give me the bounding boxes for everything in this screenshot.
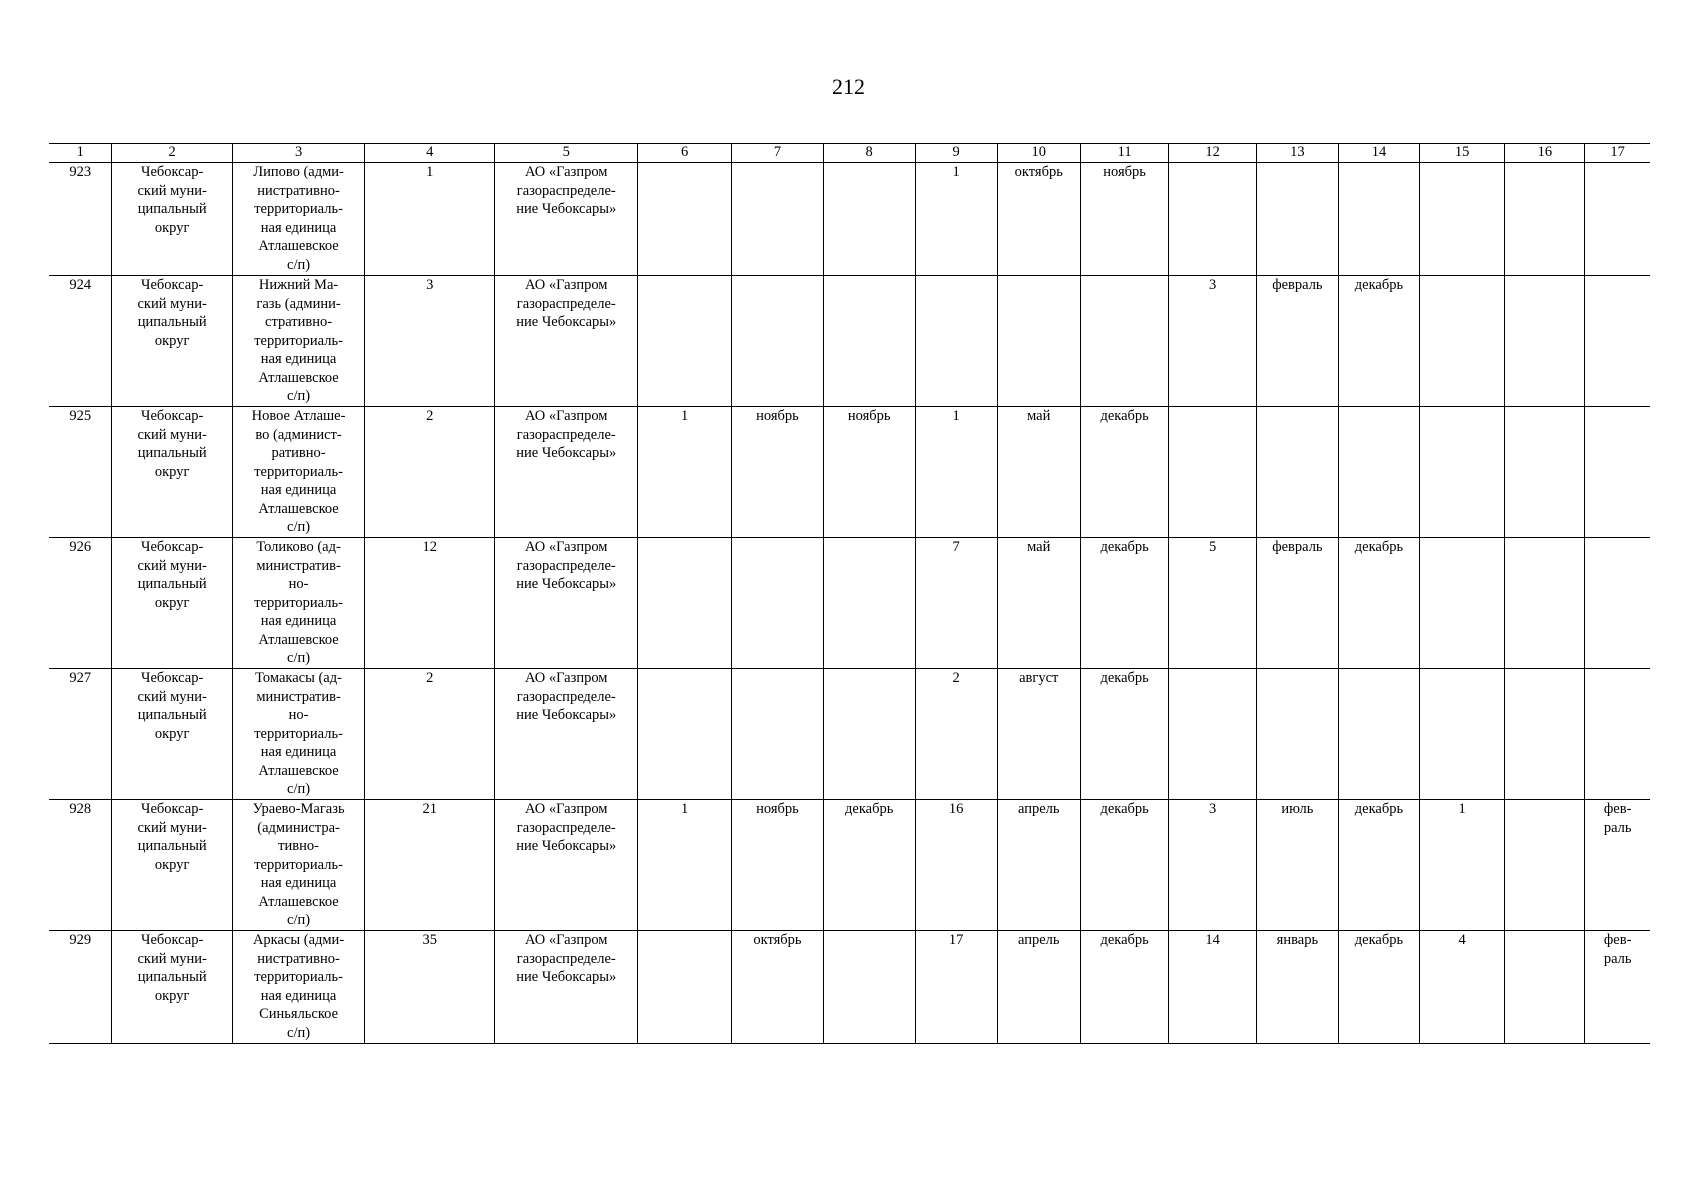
column-number: 14: [1338, 144, 1419, 163]
col10-month: октябрь: [997, 163, 1080, 276]
row-number: 923: [49, 163, 112, 276]
column-number: 11: [1080, 144, 1169, 163]
municipality: Чебоксар- ский муни- ципальный округ: [112, 538, 233, 669]
column-number: 16: [1505, 144, 1585, 163]
column-number: 9: [915, 144, 997, 163]
col14-month: декабрь: [1338, 800, 1419, 931]
table-row: [49, 163, 1650, 276]
col16-value: [1505, 800, 1585, 931]
col12-value: [1169, 407, 1256, 538]
col11-month: декабрь: [1080, 407, 1169, 538]
column-number: 2: [112, 144, 233, 163]
col13-month: [1256, 407, 1338, 538]
organization: АО «Газпром газораспределе- ние Чебоксары»: [495, 800, 638, 931]
column-number: 7: [732, 144, 824, 163]
col6-value: 1: [638, 800, 732, 931]
col17-month: [1585, 538, 1650, 669]
column-number: 12: [1169, 144, 1256, 163]
column-number: 17: [1585, 144, 1650, 163]
col9-value: 1: [915, 163, 997, 276]
col11-month: декабрь: [1080, 800, 1169, 931]
col6-value: [638, 538, 732, 669]
col13-month: [1256, 669, 1338, 800]
col10-month: май: [997, 538, 1080, 669]
col7-month: [732, 163, 824, 276]
col15-value: [1420, 407, 1505, 538]
col16-value: [1505, 163, 1585, 276]
column-number: 8: [823, 144, 915, 163]
col13-month: июль: [1256, 800, 1338, 931]
table-row: [49, 800, 1650, 931]
col6-value: [638, 931, 732, 1044]
table-row: [49, 407, 1650, 538]
quantity: 1: [365, 163, 495, 276]
col10-month: апрель: [997, 931, 1080, 1044]
quantity: 2: [365, 669, 495, 800]
col14-month: [1338, 669, 1419, 800]
municipality: Чебоксар- ский муни- ципальный округ: [112, 163, 233, 276]
col16-value: [1505, 538, 1585, 669]
column-number: 3: [232, 144, 364, 163]
column-number: 1: [49, 144, 112, 163]
col8-month: [823, 276, 915, 407]
col10-month: май: [997, 407, 1080, 538]
col15-value: 4: [1420, 931, 1505, 1044]
quantity: 3: [365, 276, 495, 407]
col9-value: 2: [915, 669, 997, 800]
col7-month: ноябрь: [732, 800, 824, 931]
settlement: Новое Атлаше- во (админист- ративно- территориаль- ная единица Атлашевское с/п): [232, 407, 364, 538]
col8-month: [823, 931, 915, 1044]
col14-month: декабрь: [1338, 276, 1419, 407]
table-row: [49, 276, 1650, 407]
table-row: [49, 538, 1650, 669]
column-number: 13: [1256, 144, 1338, 163]
col13-month: [1256, 163, 1338, 276]
settlement: Нижний Ма- газь (админи- стративно- территориаль- ная единица Атлашевское с/п): [232, 276, 364, 407]
column-number: 6: [638, 144, 732, 163]
col7-month: октябрь: [732, 931, 824, 1044]
col8-month: декабрь: [823, 800, 915, 931]
col7-month: [732, 276, 824, 407]
col13-month: февраль: [1256, 538, 1338, 669]
quantity: 35: [365, 931, 495, 1044]
col8-month: [823, 163, 915, 276]
col14-month: декабрь: [1338, 538, 1419, 669]
col16-value: [1505, 407, 1585, 538]
col6-value: 1: [638, 407, 732, 538]
organization: АО «Газпром газораспределе- ние Чебоксары»: [495, 276, 638, 407]
organization: АО «Газпром газораспределе- ние Чебоксары»: [495, 538, 638, 669]
organization: АО «Газпром газораспределе- ние Чебоксары»: [495, 669, 638, 800]
col6-value: [638, 163, 732, 276]
col9-value: 17: [915, 931, 997, 1044]
col9-value: 1: [915, 407, 997, 538]
settlement: Томакасы (ад- министратив- но- территориаль- ная единица Атлашевское с/п): [232, 669, 364, 800]
col17-month: [1585, 276, 1650, 407]
col9-value: 7: [915, 538, 997, 669]
col11-month: ноябрь: [1080, 163, 1169, 276]
column-number-row: [49, 144, 1650, 163]
col8-month: ноябрь: [823, 407, 915, 538]
col17-month: [1585, 669, 1650, 800]
col15-value: [1420, 276, 1505, 407]
col6-value: [638, 276, 732, 407]
col6-value: [638, 669, 732, 800]
col15-value: 1: [1420, 800, 1505, 931]
col15-value: [1420, 669, 1505, 800]
col14-month: [1338, 163, 1419, 276]
row-number: 927: [49, 669, 112, 800]
organization: АО «Газпром газораспределе- ние Чебоксары»: [495, 407, 638, 538]
col9-value: 16: [915, 800, 997, 931]
col15-value: [1420, 163, 1505, 276]
col17-month: [1585, 163, 1650, 276]
column-number: 10: [997, 144, 1080, 163]
col12-value: [1169, 163, 1256, 276]
quantity: 12: [365, 538, 495, 669]
col8-month: [823, 538, 915, 669]
table-row: [49, 931, 1650, 1044]
table-row: [49, 669, 1650, 800]
col17-month: фев- раль: [1585, 800, 1650, 931]
column-number: 5: [495, 144, 638, 163]
col11-month: декабрь: [1080, 931, 1169, 1044]
quantity: 21: [365, 800, 495, 931]
col16-value: [1505, 669, 1585, 800]
col11-month: декабрь: [1080, 538, 1169, 669]
row-number: 926: [49, 538, 112, 669]
col12-value: 3: [1169, 276, 1256, 407]
column-number: 4: [365, 144, 495, 163]
organization: АО «Газпром газораспределе- ние Чебоксары»: [495, 163, 638, 276]
settlement: Аркасы (адми- нистративно- территориаль- ная единица Синьяльское с/п): [232, 931, 364, 1044]
col8-month: [823, 669, 915, 800]
col12-value: 5: [1169, 538, 1256, 669]
col9-value: [915, 276, 997, 407]
settlement: Липово (адми- нистративно- территориаль- ная единица Атлашевское с/п): [232, 163, 364, 276]
organization: АО «Газпром газораспределе- ние Чебоксары»: [495, 931, 638, 1044]
col11-month: декабрь: [1080, 669, 1169, 800]
page-number: 212: [832, 74, 865, 99]
col12-value: 14: [1169, 931, 1256, 1044]
col15-value: [1420, 538, 1505, 669]
col16-value: [1505, 276, 1585, 407]
col11-month: [1080, 276, 1169, 407]
col7-month: ноябрь: [732, 407, 824, 538]
col14-month: [1338, 407, 1419, 538]
col10-month: август: [997, 669, 1080, 800]
col13-month: январь: [1256, 931, 1338, 1044]
col10-month: апрель: [997, 800, 1080, 931]
municipality: Чебоксар- ский муни- ципальный округ: [112, 800, 233, 931]
col12-value: 3: [1169, 800, 1256, 931]
settlement: Ураево-Магазь (администра- тивно- территориаль- ная единица Атлашевское с/п): [232, 800, 364, 931]
municipality: Чебоксар- ский муни- ципальный округ: [112, 669, 233, 800]
column-number: 15: [1420, 144, 1505, 163]
data-table: [49, 143, 1650, 1044]
col10-month: [997, 276, 1080, 407]
col7-month: [732, 538, 824, 669]
col12-value: [1169, 669, 1256, 800]
col17-month: [1585, 407, 1650, 538]
quantity: 2: [365, 407, 495, 538]
row-number: 929: [49, 931, 112, 1044]
row-number: 925: [49, 407, 112, 538]
municipality: Чебоксар- ский муни- ципальный округ: [112, 407, 233, 538]
row-number: 928: [49, 800, 112, 931]
col17-month: фев- раль: [1585, 931, 1650, 1044]
settlement: Толиково (ад- министратив- но- территориаль- ная единица Атлашевское с/п): [232, 538, 364, 669]
col14-month: декабрь: [1338, 931, 1419, 1044]
row-number: 924: [49, 276, 112, 407]
municipality: Чебоксар- ский муни- ципальный округ: [112, 931, 233, 1044]
col16-value: [1505, 931, 1585, 1044]
col13-month: февраль: [1256, 276, 1338, 407]
municipality: Чебоксар- ский муни- ципальный округ: [112, 276, 233, 407]
col7-month: [732, 669, 824, 800]
